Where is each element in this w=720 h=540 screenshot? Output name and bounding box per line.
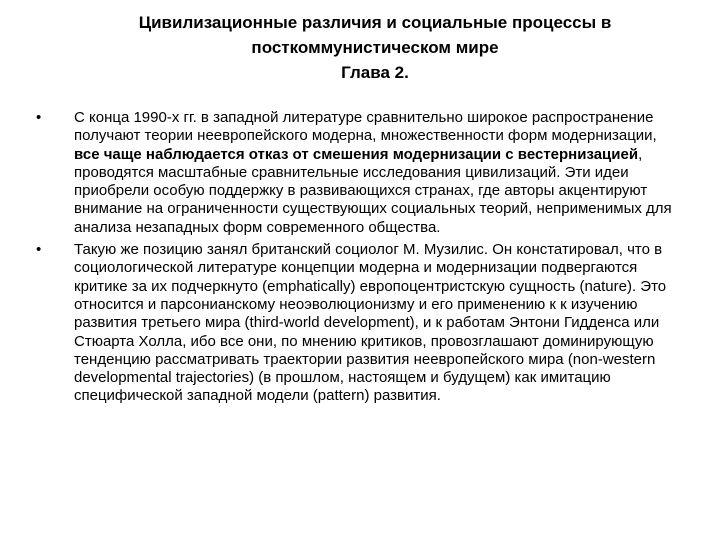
- bullet-list: [36, 109, 686, 410]
- bullet-marker: •: [36, 109, 42, 126]
- chapter-label: Глава 2.: [341, 63, 409, 82]
- title-line-2: посткоммунистическом мире: [251, 38, 499, 57]
- bullet-2-text: Такую же позицию занял британский социолог М. Музилис. Он констатировал, что в социологической литературе концепции модерна и модернизации подвергаются критике за их подчеркнуто (emphatically) европоцентристскую сущность (nature). Это относится и парсонианскому неоэволюционизму и его применению к к изучению развития третьего мира (third-world development), и к работам Энтони Гидденса или Стюарта Холла, ибо все они, по мнению критиков, провозглашают доминирующую тенденцию рассматривать траектории развития неевропейского мира (non-western developmental trajectories) (в прошлом, настоящем и будущем) как имитацию специфической западной модели (pattern) развития.: [74, 241, 667, 405]
- bullet-marker: •: [36, 241, 42, 259]
- slide-title: [60, 10, 690, 85]
- bullet-item-2: [36, 241, 686, 406]
- title-line-1: Цивилизационные различия и социальные процессы в: [138, 13, 612, 32]
- bullet-1-bold-text: все чаще наблюдается отказ от смешения модернизации с вестернизацией: [74, 145, 639, 163]
- bullet-1-text: С конца 1990-х гг. в западной литературе сравнительно широкое распространение получают теории неевропейского модерна, множественности форм модернизации,: [74, 109, 657, 145]
- bullet-item-1: [36, 109, 686, 237]
- bullet-1-text-end: , проводятся масштабные сравнительные исследования цивилизаций. Эти идеи приобрели особую поддержку в развивающихся странах, где авторы акцентируют внимание на ограниченности существующих социальных теорий, неприменимых для анализа незападных форм современного общества.: [74, 145, 672, 236]
